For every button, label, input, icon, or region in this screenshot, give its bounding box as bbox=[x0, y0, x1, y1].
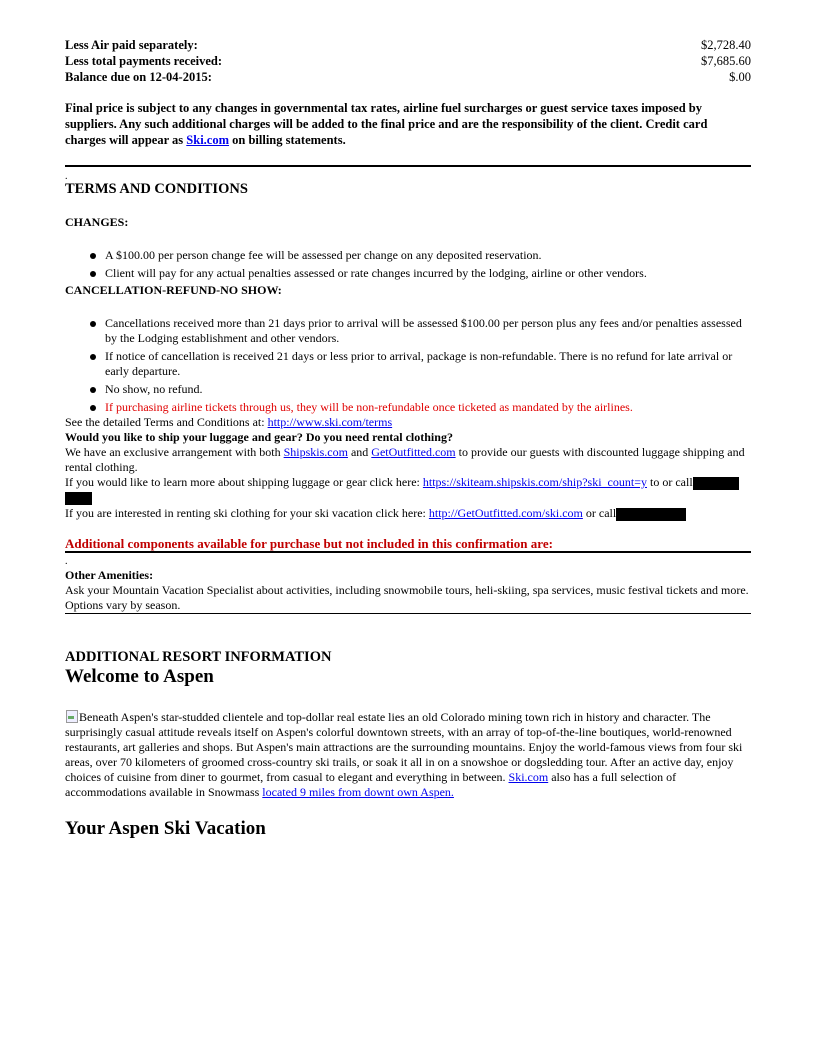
rental-text: If you are interested in renting ski clothing for your ski vacation click here: bbox=[65, 506, 429, 520]
broken-image-icon bbox=[65, 709, 79, 723]
snowmass-link[interactable]: located 9 miles from downt own Aspen. bbox=[262, 785, 454, 799]
terms-link[interactable]: http://www.ski.com/terms bbox=[267, 415, 393, 429]
totals-amount: $.00 bbox=[729, 70, 751, 84]
section-divider bbox=[65, 613, 751, 614]
getoutfitted-link[interactable]: GetOutfitted.com bbox=[371, 445, 456, 459]
resort-info-heading: ADDITIONAL RESORT INFORMATION bbox=[65, 649, 332, 665]
welcome-paragraph bbox=[65, 709, 751, 800]
shipping-intro bbox=[65, 445, 751, 475]
shipping-intro-and: and bbox=[347, 445, 372, 459]
shipping-intro-text: We have an exclusive arrangement with both bbox=[65, 445, 284, 459]
shipping-question: Would you like to ship your luggage and gear? Do you need rental clothing? bbox=[65, 430, 453, 444]
shipping-intro-text-end: to provide our guests with discounted luggage shipping and rental clothing. bbox=[65, 445, 745, 474]
changes-heading: CHANGES: bbox=[65, 215, 129, 229]
payment-totals bbox=[65, 37, 751, 85]
amenities-title: Other Amenities: bbox=[65, 568, 154, 582]
totals-row-payments bbox=[65, 53, 751, 69]
shipping-section bbox=[65, 415, 751, 521]
shipskis-link[interactable]: Shipskis.com bbox=[283, 445, 348, 459]
list-item: No show, no refund. bbox=[65, 382, 751, 397]
totals-label: Less Air paid separately: bbox=[65, 38, 198, 52]
totals-amount: $2,728.40 bbox=[701, 38, 751, 52]
amenities-section bbox=[65, 568, 751, 613]
ski-com-link[interactable]: Ski.com bbox=[186, 133, 230, 147]
rental-call-text: or call bbox=[582, 506, 617, 520]
list-item: Client will pay for any actual penalties assessed or rate changes incurred by the lodging, airline or other vendors. bbox=[65, 266, 751, 281]
list-item: Cancellations received more than 21 days prior to arrival will be assessed $100.00 per person plus any fees and/or penalties assessed by the Lodging establishment and other vendors. bbox=[65, 316, 751, 346]
welcome-text: Beneath Aspen's star-studded clientele and top-dollar real estate lies an old Colorado mining town rich in history and character. The surprisingly casual attitude reveals itself on Aspen's colorful downtown streets, with an array of top-of-the-line boutiques, world-renowned restaurants, art galleries and shops. But Aspen's main attractions are the surrounding mountains. Enjoy the world-famous views from four ski areas, over 70 kilometers of groomed cross-country ski trails, or soak it all in on a snowshoe or dogsledding tour. After an active day, enjoy choices of cuisine from diner to gourmet, from casual to elegant and everything in between. bbox=[65, 710, 743, 784]
welcome-text-continued: also has a full selection of accommodations available in Snowmass bbox=[65, 770, 677, 799]
shipping-call-text: to or call bbox=[647, 475, 693, 489]
final-price-note bbox=[65, 100, 751, 148]
totals-row-balance bbox=[65, 69, 751, 85]
shipping-text: If you would like to learn more about shipping luggage or gear click here: bbox=[65, 475, 423, 489]
rental-line bbox=[65, 506, 751, 521]
totals-label: Less total payments received: bbox=[65, 54, 223, 68]
final-note-text-end: on billing statements. bbox=[229, 133, 346, 147]
section-divider bbox=[65, 165, 751, 167]
airline-warning-item: If purchasing airline tickets through us, they will be non-refundable once ticketed as mandated by the airlines. bbox=[65, 400, 751, 415]
list-item: If notice of cancellation is received 21 days or less prior to arrival, package is non-refundable. There is no refund for late arrival or early departure. bbox=[65, 349, 751, 379]
redacted-phone bbox=[693, 477, 739, 490]
redacted-phone bbox=[616, 508, 686, 521]
divider-dot: . bbox=[65, 556, 68, 567]
cancellation-list bbox=[65, 316, 751, 418]
getoutfitted-url-link[interactable]: http://GetOutfitted.com/ski.com bbox=[428, 506, 583, 520]
changes-list bbox=[65, 248, 751, 284]
shipskis-url-link[interactable]: https://skiteam.shipskis.com/ship?ski_count=y bbox=[422, 475, 647, 489]
section-divider bbox=[65, 551, 751, 553]
ski-com-link[interactable]: Ski.com bbox=[508, 770, 549, 784]
terms-detail-text: See the detailed Terms and Conditions at: bbox=[65, 415, 268, 429]
cancellation-heading: CANCELLATION-REFUND-NO SHOW: bbox=[65, 283, 282, 297]
shipping-line bbox=[65, 475, 751, 505]
components-heading: Additional components available for purchase but not included in this confirmation are: bbox=[65, 536, 553, 551]
terms-detail-line bbox=[65, 415, 751, 430]
terms-heading: TERMS AND CONDITIONS bbox=[65, 181, 248, 197]
amenities-text: Ask your Mountain Vacation Specialist about activities, including snowmobile tours, heli-skiing, spa services, music festival tickets and more. Options vary by season. bbox=[65, 583, 749, 612]
totals-label: Balance due on 12-04-2015: bbox=[65, 70, 212, 84]
final-note-text: Final price is subject to any changes in governmental tax rates, airline fuel surcharges or guest service taxes imposed by suppliers. Any such additional charges will be added to the final price and are the responsibility of the client. Credit card charges will appear as bbox=[65, 101, 708, 147]
list-item: A $100.00 per person change fee will be assessed per change on any deposited reservation. bbox=[65, 248, 751, 263]
divider-dot: . bbox=[65, 171, 68, 182]
totals-row-air bbox=[65, 37, 751, 53]
welcome-heading: Welcome to Aspen bbox=[65, 666, 214, 687]
redacted-phone-continued bbox=[65, 492, 92, 505]
vacation-heading: Your Aspen Ski Vacation bbox=[65, 818, 266, 839]
totals-amount: $7,685.60 bbox=[701, 54, 751, 68]
